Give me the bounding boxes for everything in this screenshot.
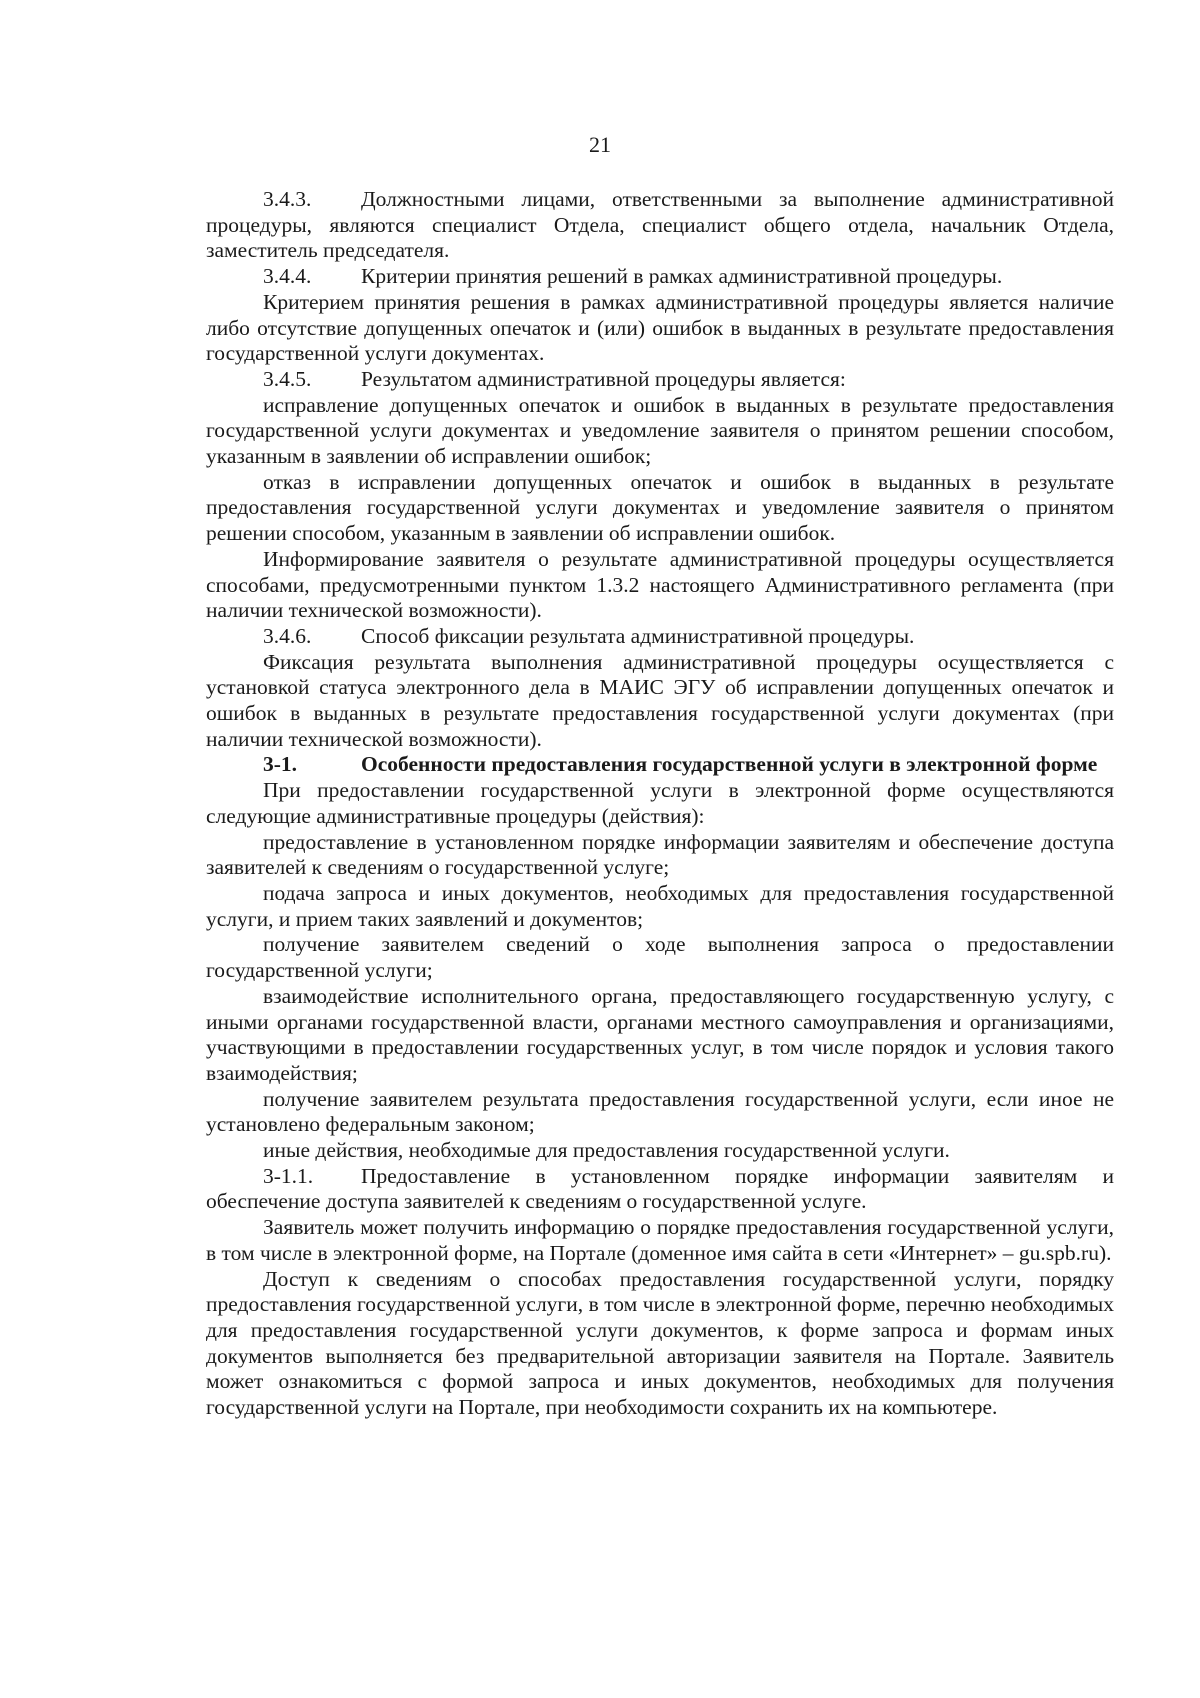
paragraph-3-4-6 xyxy=(206,624,1114,650)
list-item: иные действия, необходимые для предоставления государственной услуги. xyxy=(263,1138,950,1163)
clause-number: 3.4.6. xyxy=(263,623,312,648)
clause-number: 3-1.1. xyxy=(263,1163,314,1188)
clause-number: 3.4.3. xyxy=(263,187,312,211)
clause-number: 3.4.5. xyxy=(263,366,312,391)
clause-text: Критерии принятия решений в рамках административной процедуры. xyxy=(361,264,1003,289)
clause-text: Предоставление в установленном порядке информации заявителям и обеспечение доступа заявителей к сведениям о государственной услуге. xyxy=(206,1163,1114,1214)
list-item: получение заявителем результата предоставления государственной услуги, если иное не установлено федеральным законом; xyxy=(206,1086,1114,1137)
list-item: взаимодействие исполнительного органа, предоставляющего государственную услугу, с иными органами государственной власти, органами местного самоуправления и организациями, участвующими в предоставлении государственных услуг, в том числе порядок и условия такого взаимодействия; xyxy=(206,983,1114,1085)
paragraph-3-4-3 xyxy=(206,187,1114,264)
paragraph: Заявитель может получить информацию о порядке предоставления государственной услуги, в том числе в электронной форме, на Портале (доменное имя сайта в сети «Интернет» – gu.spb.ru). xyxy=(206,1215,1114,1265)
section-number: 3-1. xyxy=(263,752,298,777)
paragraph: отказ в исправлении допущенных опечаток и ошибок в выданных в результате предоставления государственной услуги документах и уведомление заявителя о принятом решении способом, указанным в заявлении об исправлении ошибок. xyxy=(206,469,1114,546)
section-title: Особенности предоставления государственной услуги в электронной форме xyxy=(361,752,1098,777)
list-item: предоставление в установленном порядке информации заявителям и обеспечение доступа заявителей к сведениям о государственной услуге; xyxy=(206,829,1114,880)
paragraph: Информирование заявителя о результате административной процедуры осуществляется способами, предусмотренными пунктом 1.3.2 настоящего Административного регламента (при наличии технической возможности). xyxy=(206,546,1114,623)
list-item: получение заявителем сведений о ходе выполнения запроса о предоставлении государственной услуги; xyxy=(206,932,1114,983)
document-body xyxy=(206,187,1114,1421)
paragraph: Фиксация результата выполнения административной процедуры осуществляется с установкой статуса электронного дела в МАИС ЭГУ об исправлении допущенных опечаток и ошибок в выданных в результате предоставления государственной услуги документах (при наличии технической возможности). xyxy=(206,649,1114,751)
paragraph: Критерием принятия решения в рамках административной процедуры является наличие либо отсутствие допущенных опечаток и (или) ошибок в выданных в результате предоставления государственной услуги документах. xyxy=(206,289,1114,366)
paragraph: исправление допущенных опечаток и ошибок в выданных в результате предоставления государственной услуги документах и уведомление заявителя о принятом решении способом, указанным в заявлении об исправлении ошибок; xyxy=(206,392,1114,469)
section-heading-3-1 xyxy=(206,752,1114,778)
page-number: 21 xyxy=(589,132,611,157)
clause-text: Должностными лицами, ответственными за выполнение административной процедуры, являются специалист Отдела, специалист общего отдела, начальник Отдела, заместитель председателя. xyxy=(206,187,1114,263)
list-item: подача запроса и иных документов, необходимых для предоставления государственной услуги, и прием таких заявлений и документов; xyxy=(206,880,1114,931)
clause-number: 3.4.4. xyxy=(263,264,312,289)
paragraph-3-1-1 xyxy=(206,1164,1114,1215)
paragraph-3-4-4 xyxy=(206,264,1114,290)
paragraph: Доступ к сведениям о способах предоставления государственной услуги, порядку предоставления государственной услуги, в том числе в электронной форме, перечню необходимых для предоставления государственной услуги документов, к форме запроса и формам иных документов выполняется без предварительной авторизации заявителя на Портале. Заявитель может ознакомиться с формой запроса и иных документов, необходимых для получения государственной услуги на Портале, при необходимости сохранить их на компьютере. xyxy=(206,1266,1114,1420)
clause-text: Способ фиксации результата административной процедуры. xyxy=(361,623,915,648)
paragraph: При предоставлении государственной услуги в электронной форме осуществляются следующие административные процедуры (действия): xyxy=(206,778,1114,828)
clause-text: Результатом административной процедуры является: xyxy=(361,366,846,391)
paragraph-3-4-5 xyxy=(206,367,1114,393)
